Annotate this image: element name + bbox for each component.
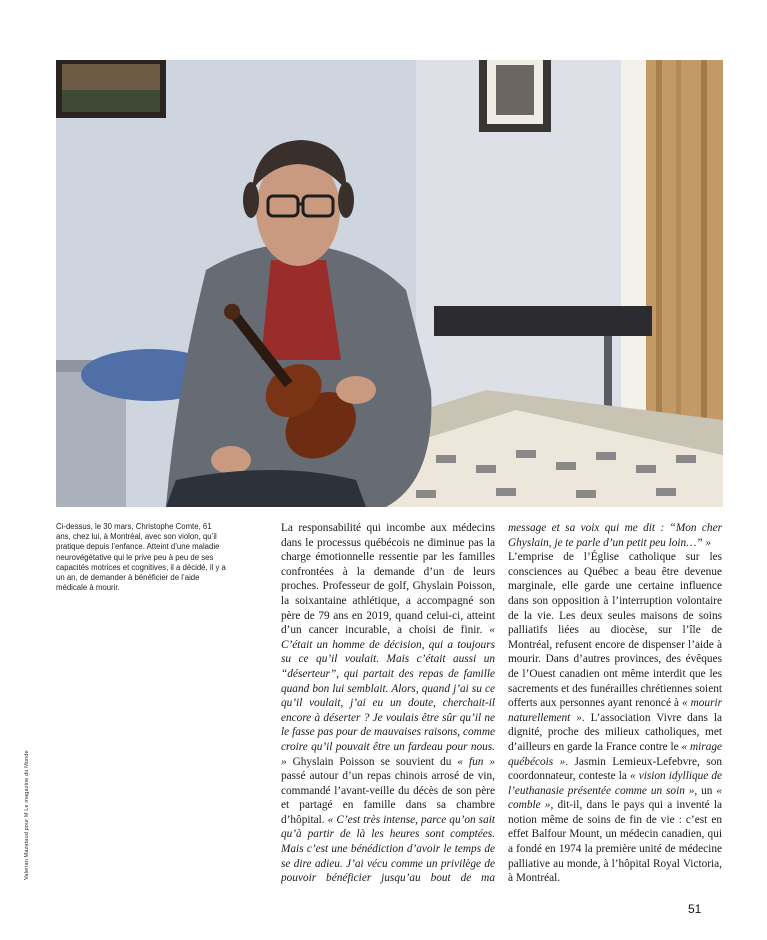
paragraph-text: . L’association Vivre dans la dignité, proche des milieux catholiques, met d’ailleurs en garde la France contre le xyxy=(508,711,722,753)
quote-text: « mirage québécois » xyxy=(508,740,722,768)
column-2-paragraph xyxy=(508,550,722,886)
article-column-1 xyxy=(281,521,495,887)
paragraph-text: passé autour d’un repas chinois arrosé de vin, commandé l’avant-veille du décès de son père et partagé en famille dans sa chambre d’hôpital. xyxy=(281,770,495,826)
paragraph-text: L’emprise de l’Église catholique sur les consciences au Québec a beau être devenue marginale, elle garde une certaine influence dans son opposition à l’interruption volontaire de la vie. Les deux seules maisons de soins palliatifs liées au diocèse, sur l’île de Montréal, refusent encore de dispenser l’aide à mourir. Dans d’autres provinces, des évêques de l’Ouest canadien ont même interdit que les sacrements et des funérailles chrétiennes soient offerts aux personnes ayant renoncé à xyxy=(508,551,722,710)
quote-text: message et sa voix qui me dit : “Mon cher Ghyslain, je te parle d’un petit peu loin…” » xyxy=(508,522,722,549)
photo-credit: Valerian Mazataud pour M Le magazine du Monde xyxy=(24,750,30,880)
article-column-2 xyxy=(508,521,722,887)
portrait-illustration xyxy=(56,60,723,507)
quote-text: « fun » xyxy=(457,755,495,768)
quote-text: « C’était un homme de décision, qui a toujours su ce qu’il voulait. Mais c’était aussi un “déserteur”, qui partait des repas de famille quand bon lui semblait. Alors, quand j’ai su ce qu’il voulait, j’ai eu un doute, cherchait-il encore à déserter ? Je voulais être sûr qu’il ne le fasse pas pour de mauvaises raisons, comme croire qu’il pouvait être un fardeau pour nous. » xyxy=(281,624,495,768)
portrait-photo xyxy=(56,60,723,507)
quote-text: « mourir naturellement » xyxy=(508,697,722,724)
quote-text: « C’est très intense, parce qu’on sait qu’à partir de là les heures sont comptées. Mais c’est une bénédiction d’avoir le temps de se dire adieu. J’ai vécu comme un privilège de pouvoir bénéficier jusqu’au bout de ma xyxy=(281,813,495,885)
paragraph-text: , dit-il, dans le pays qui a inventé la notion même de soins de fin de vie : c’est en effet Balfour Mount, un médecin canadien, qui a fondé en 1974 la première unité de médecine palliative au monde, à l’hôpital Royal Victoria, à Montréal. xyxy=(508,799,722,885)
paragraph-text: , un xyxy=(694,784,713,797)
paragraph-text: . Jasmin Lemieux-Lefebvre, son coordonnateur, conteste la xyxy=(508,755,722,783)
paragraph-text: Ghyslain Poisson se souvient du xyxy=(292,755,452,768)
column-2-paragraph xyxy=(508,886,722,887)
photo-caption: Ci-dessus, le 30 mars, Christophe Comte, 61 ans, chez lui, à Montréal, avec son violon, qu’il pratique depuis l’enfance. Atteint d’une maladie neurovégétative qui le prive peu à peu de ses capacités motrices et cognitives, il a décidé, il y a un an, de demander à bénéficier de l’aide médicale à mourir. xyxy=(56,522,226,593)
page-number: 51 xyxy=(688,902,702,916)
quote-text: « vision idyllique de l’euthanasie présentée comme un soin » xyxy=(508,770,722,797)
column-2-quote-end xyxy=(508,521,722,550)
paragraph-text: La responsabilité qui incombe aux médecins dans le processus québécois ne diminue pas la charge émotionnelle ressentie par les familles confrontées à la demande d’un de leurs proches. Professeur de golf, Ghyslain Poisson, la soixantaine athlétique, a accompagné son père de 79 ans en 2019, quand celui-ci, atteint d’un cancer incurable, a choisi de finir. xyxy=(281,522,495,637)
quote-text: « comble » xyxy=(508,784,722,812)
column-1-text xyxy=(281,521,495,887)
